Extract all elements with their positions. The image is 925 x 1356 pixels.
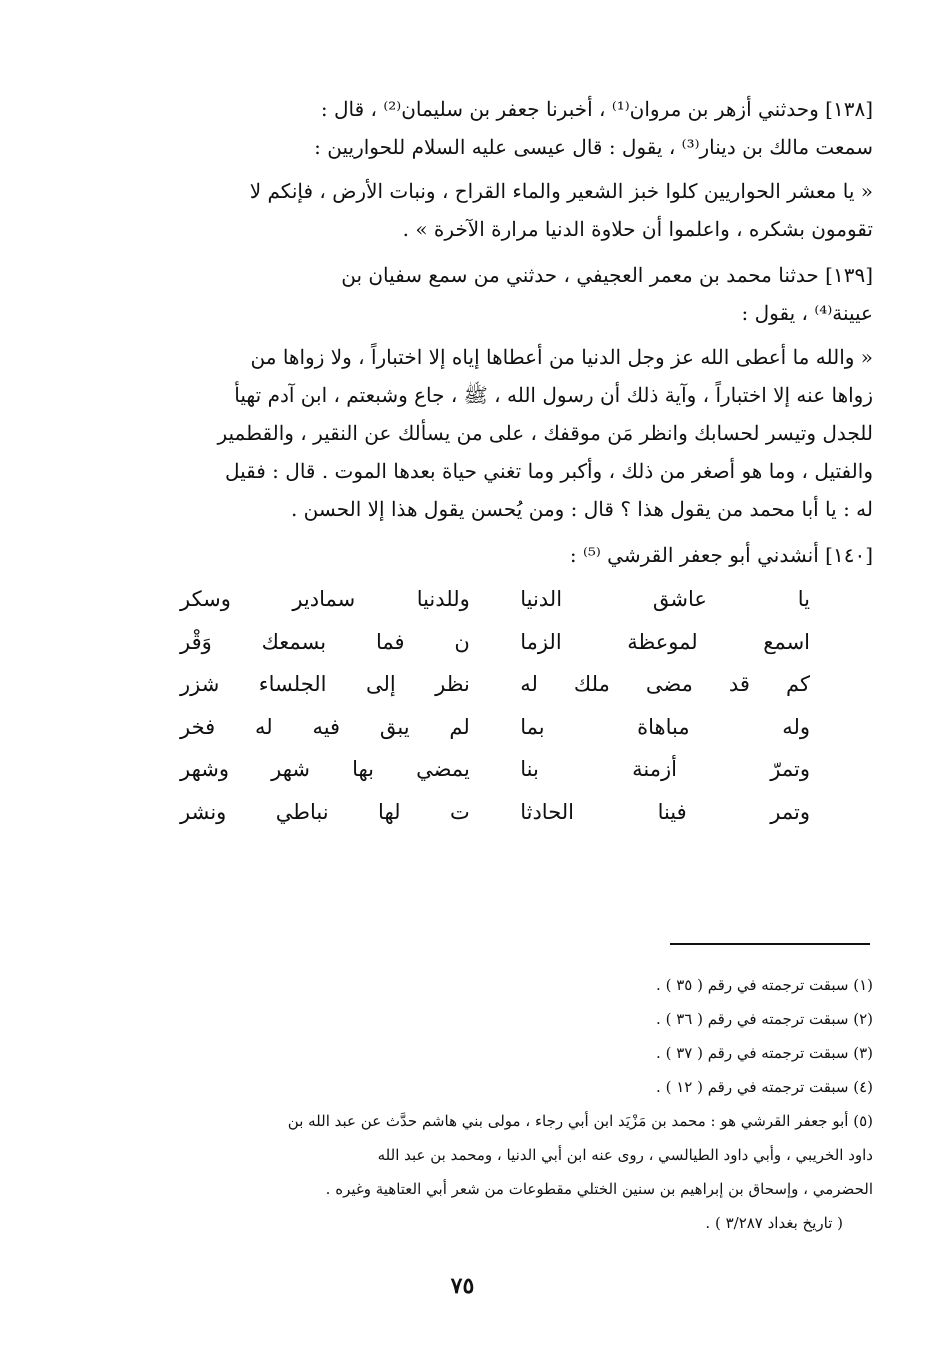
text-line: سمعت مالك بن دينار⁽³⁾ ، يقول : قال عيسى عليه السلام للحواريين : <box>314 135 873 159</box>
poem-verse <box>180 791 810 834</box>
verse-first-hemistich: اسمع لموعظة الزما <box>520 629 810 654</box>
text-line: له : يا أبا محمد من يقول هذا ؟ قال : ومن يُحسن يقول هذا إلا الحسن . <box>290 497 873 521</box>
paragraph-139-quote <box>123 338 873 528</box>
poem <box>180 578 810 833</box>
verse-first-hemistich: يا عاشق الدنيا <box>520 587 810 611</box>
poem-verse <box>180 706 810 749</box>
text-line: عيينة⁽⁴⁾ ، يقول : <box>741 301 873 325</box>
verse-second-hemistich: ن فما بسمعك وَقْر <box>180 629 470 654</box>
footnote-1: (١) سبقت ترجمته في رقم ( ٣٥ ) . <box>656 976 873 994</box>
text-line: والفتيل ، وما هو أصغر من ذلك ، وأكبر وما تغني حياة بعدها الموت . قال : فقيل <box>224 459 873 483</box>
paragraph-139 <box>123 256 873 332</box>
poem-verse <box>180 748 810 791</box>
text-line: للجدل وتيسر لحسابك وانظر مَن موقفك ، على من يسألك عن النقير ، والقطمير <box>217 421 873 445</box>
footnote-2: (٢) سبقت ترجمته في رقم ( ٣٦ ) . <box>656 1010 873 1028</box>
footnote-3: (٣) سبقت ترجمته في رقم ( ٣٧ ) . <box>656 1044 873 1062</box>
text-line: زواها عنه إلا اختباراً ، وآية ذلك أن رسول الله ، ﷺ ، جاع وشبعتم ، ابن آدم تهيأ <box>234 383 873 407</box>
verse-second-hemistich: نظر إلى الجلساء شزر <box>180 672 470 696</box>
poem-verse <box>180 621 810 664</box>
verse-second-hemistich: يمضي بها شهر وشهر <box>180 757 470 781</box>
footnote-4: (٤) سبقت ترجمته في رقم ( ١٢ ) . <box>656 1078 873 1096</box>
poem-verse <box>180 663 810 706</box>
footnote-5-source: ( تاريخ بغداد ٣/٢٨٧ ) . <box>705 1214 843 1232</box>
text-line: « والله ما أعطى الله عز وجل الدنيا من أعطاها إياه إلا اختباراً ، ولا زواها من <box>250 345 873 369</box>
paragraph-138 <box>123 90 873 166</box>
verse-first-hemistich: كم قد مضى ملك له <box>520 672 810 696</box>
verse-second-hemistich: ت لها نباطي ونشر <box>180 799 470 824</box>
text-line: [١٣٩] حدثنا محمد بن معمر العجيفي ، حدثني من سمع سفيان بن <box>341 263 873 287</box>
text-line: [١٣٨] وحدثني أزهر بن مروان⁽¹⁾ ، أخبرنا جعفر بن سليمان⁽²⁾ ، قال : <box>320 97 873 121</box>
footnote-5-continued: داود الخريبي ، وأبي داود الطيالسي ، روى عنه ابن أبي الدنيا ، ومحمد بن عبد الله <box>377 1146 873 1164</box>
footnote-divider <box>670 943 870 945</box>
page-number: ٧٥ <box>450 1273 475 1299</box>
text-line: « يا معشر الحواريين كلوا خبز الشعير والماء القراح ، ونبات الأرض ، فإنكم لا <box>249 179 873 203</box>
verse-second-hemistich: لم يبق فيه له فخر <box>180 714 470 739</box>
main-text <box>123 90 873 833</box>
poem-verse <box>180 578 810 621</box>
verse-second-hemistich: وللدنيا سمادير وسكر <box>180 587 470 611</box>
footnote-5: (٥) أبو جعفر القرشي هو : محمد بن مَزْيَد ابن أبي رجاء ، مولى بني هاشم حدَّث عن عبد الله بن <box>287 1112 873 1130</box>
verse-first-hemistich: وتمرّ أزمنة بنا <box>520 757 810 781</box>
verse-first-hemistich: وتمر فينا الحادثا <box>520 799 810 824</box>
verse-first-hemistich: وله مباهاة بما <box>520 714 810 739</box>
text-line: تقومون بشكره ، واعلموا أن حلاوة الدنيا مرارة الآخرة » . <box>402 217 873 241</box>
poem-intro: [١٤٠] أنشدني أبو جعفر القرشي ⁽⁵⁾ : <box>569 543 873 567</box>
footnote-5-continued: الحضرمي ، وإسحاق بن إبراهيم بن سنين الختلي مقطوعات من شعر أبي العتاهية وغيره . <box>325 1180 873 1198</box>
paragraph-138-quote <box>123 172 873 248</box>
footnotes <box>123 968 873 1240</box>
